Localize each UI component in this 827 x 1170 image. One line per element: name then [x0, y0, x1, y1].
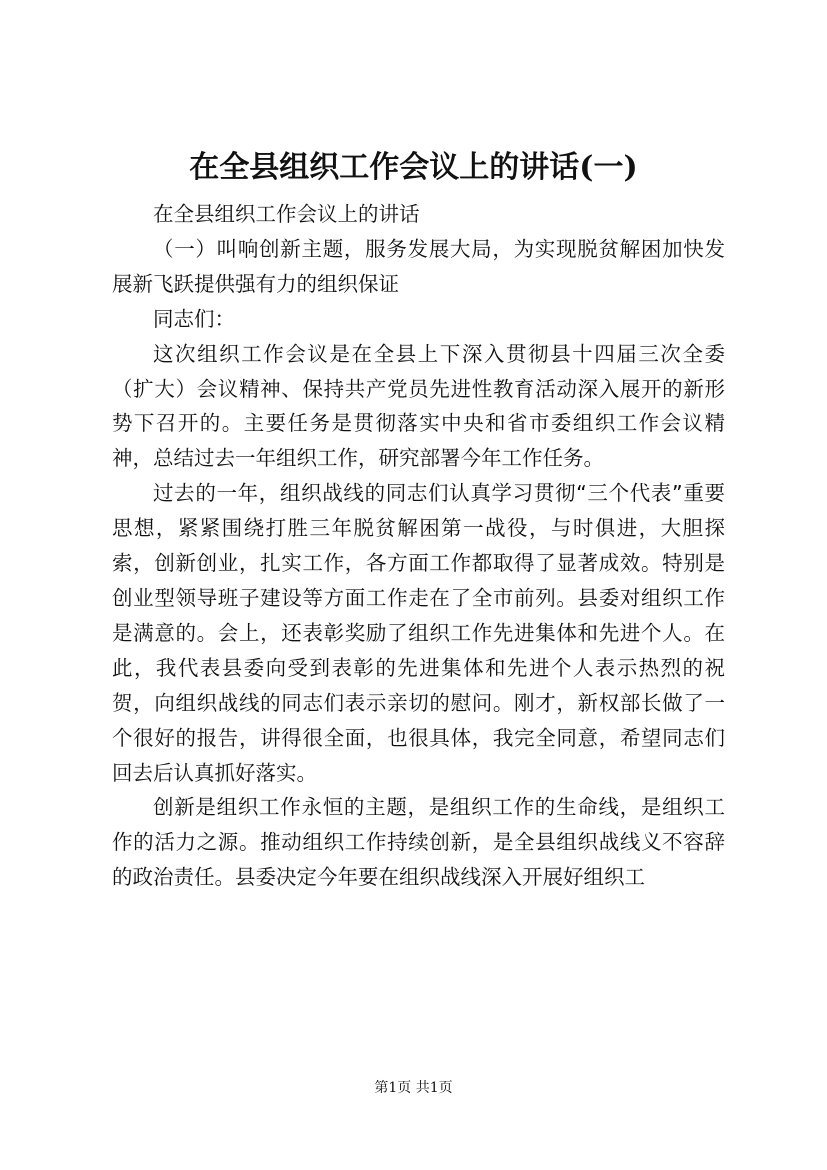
paragraph-salutation: 同志们： — [153, 306, 235, 331]
paragraph: 这次组织工作会议是在全县上下深入贯彻县十四届三次全委（扩大）会议精神、保持共产党员先进性教育活动深入展开的新形势下召开的。主要任务是贯彻落实中央和省市委组织工作会议精神，总结过去一年组织工作，研究部署今年工作任务。 — [112, 341, 725, 471]
paragraph: 创新是组织工作永恒的主题，是组织工作的生命线，是组织工作的活力之源。推动组织工作持续创新，是全县组织战线义不容辞的政治责任。县委决定今年要在组织战线深入开展好组织工 — [112, 795, 725, 890]
page-footer: 第1页 共1页 — [374, 1080, 453, 1096]
paragraph-heading: （一）叫响创新主题，服务发展大局，为实现脱贫解困加快发展新飞跃提供强有力的组织保证 — [112, 236, 725, 296]
paragraph: 过去的一年，组织战线的同志们认真学习贯彻“三个代表”重要思想，紧紧围绕打胜三年脱贫解困第一战役，与时俱进，大胆探索，创新创业，扎实工作，各方面工作都取得了显著成效。特别是创业型领导班子建设等方面工作走在了全市前列。县委对组织工作是满意的。会上，还表彰奖励了组织工作先进集体和先进个人。在此，我代表县委向受到表彰的先进集体和先进个人表示热烈的祝贺，向组织战线的同志们表示亲切的慰问。刚才，新权部长做了一个很好的报告，讲得很全面，也很具体，我完全同意，希望同志们回去后认真抓好落实。 — [112, 481, 725, 785]
document-title: 在全县组织工作会议上的讲话(一) — [189, 150, 638, 185]
paragraph-subtitle: 在全县组织工作会议上的讲话 — [153, 202, 420, 226]
document-body — [112, 197, 725, 895]
